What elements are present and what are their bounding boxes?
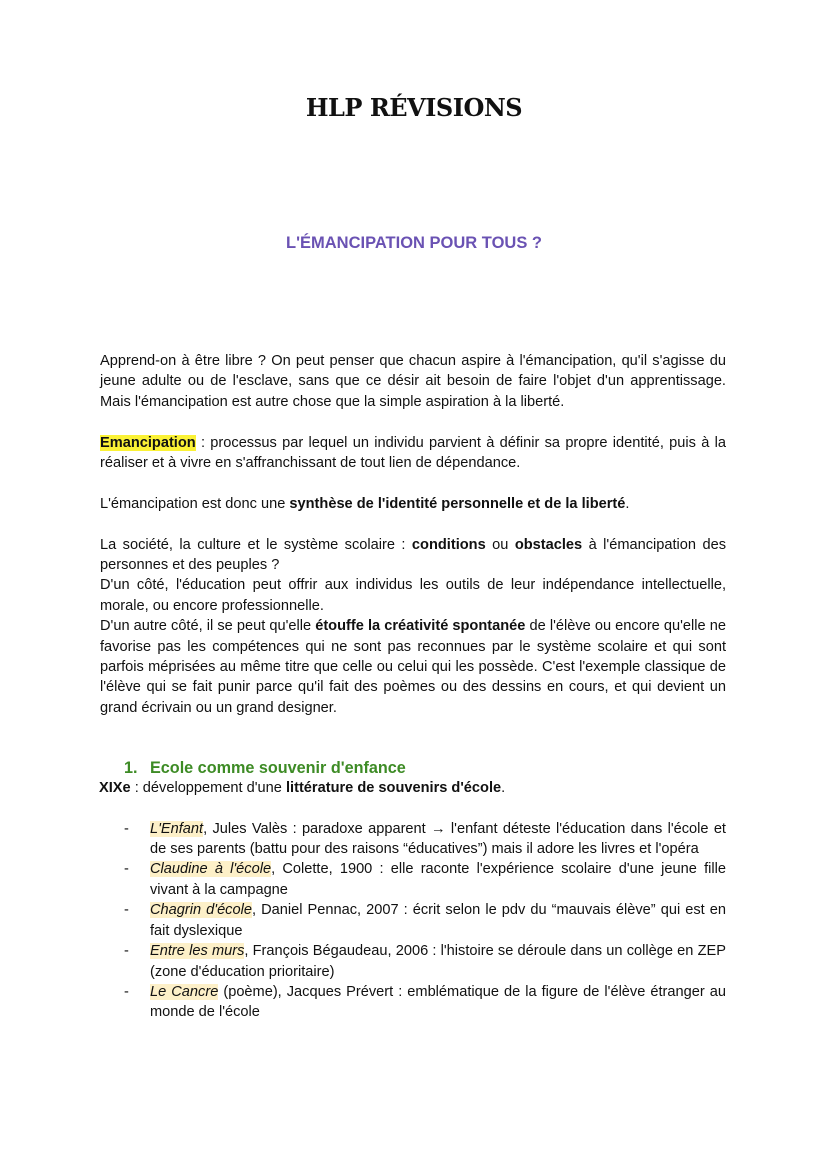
society-bold-conditions: conditions — [411, 536, 486, 553]
side2-text-end: de l'élève ou encore qu'elle ne favorise pas les compétences qui ne sont pas reconnues par le système scolaire et qui sont parfois méprisées au même titre que celle ou celui qui les possède. C'est l'exemple classique de l'élève qui se fait punir parce qu'il fait des poèmes ou des dessins en cours, et qui devient un grand écrivain ou un grand designer. — [100, 618, 726, 716]
side2-text: D'un autre côté, il se peut qu'elle — [100, 618, 316, 635]
work-title: Le Cancre — [150, 983, 219, 1000]
bullet-dash: - — [124, 943, 129, 960]
section-intro — [99, 778, 726, 798]
society-text-mid: ou — [485, 536, 515, 553]
bullet-dash: - — [124, 820, 129, 837]
side2-paragraph — [100, 616, 726, 718]
side2-bold: étouffe la créativité spontanée — [315, 618, 526, 635]
work-description: , François Bégaudeau, 2006 : l'histoire se déroule dans un collège en ZEP (zone d'éducation prioritaire) — [150, 943, 726, 980]
definition-term: Emancipation — [100, 434, 196, 451]
work-description: , Daniel Pennac, 2007 : écrit selon le pdv du “mauvais élève” qui est en fait dyslexique — [150, 902, 727, 939]
document-body — [100, 351, 726, 1023]
list-item — [100, 900, 726, 941]
work-title: Claudine à l'école — [150, 861, 272, 878]
bullet-dash: - — [124, 902, 129, 919]
definition-paragraph — [100, 433, 726, 474]
society-paragraph — [100, 535, 726, 576]
list-item — [100, 982, 726, 1023]
section-intro-end: . — [501, 780, 506, 797]
bullet-dash: - — [124, 861, 129, 878]
synthesis-text: L'émancipation est donc une — [100, 495, 290, 512]
work-description: , Colette, 1900 : elle raconte l'expérience scolaire d'une jeune fille vivant à la campagne — [150, 861, 726, 898]
document-title: HLP RÉVISIONS — [305, 93, 523, 122]
work-description: (poème), Jacques Prévert : emblématique de la figure de l'élève étranger au monde de l'école — [150, 983, 726, 1021]
section-intro-text: : développement d'une — [130, 780, 286, 797]
synthesis-paragraph — [100, 494, 726, 514]
bullet-dash: - — [124, 983, 129, 1000]
work-title: Chagrin d'école — [150, 902, 252, 919]
synthesis-bold: synthèse de l'identité personnelle et de la liberté — [289, 495, 626, 512]
work-description: , Jules Valès : paradoxe apparent → l'enfant déteste l'éducation dans l'école et de ses parents (battu pour des raisons “éducatives”) mais il adore les livres et l'opéra — [150, 820, 726, 858]
synthesis-end: . — [625, 495, 630, 512]
section-title: Ecole comme souvenir d'enfance — [150, 759, 406, 778]
list-item — [100, 941, 726, 982]
century-label: XIXe — [99, 780, 131, 797]
society-text-end: à l'émancipation des personnes et des peuples ? — [100, 536, 726, 574]
section-number: 1. — [124, 759, 138, 778]
society-bold-obstacles: obstacles — [514, 536, 583, 553]
intro-paragraph: Apprend-on à être libre ? On peut penser que chacun aspire à l'émancipation, qu'il s'agisse du jeune adulte ou de l'esclave, sans que ce désir ait besoin de faire l'objet d'un apprentissage. Mais l'émancipation est autre chose que la simple aspiration à la liberté. — [100, 353, 726, 410]
list-item — [100, 859, 726, 900]
document-subtitle: L'ÉMANCIPATION POUR TOUS ? — [285, 234, 542, 252]
society-text: La société, la culture et le système scolaire : — [100, 536, 412, 553]
side1-paragraph: D'un côté, l'éducation peut offrir aux individus les outils de leur indépendance intellectuelle, morale, ou encore professionnelle. — [100, 577, 726, 614]
works-list — [100, 819, 726, 1023]
section-intro-bold: littérature de souvenirs d'école — [285, 780, 502, 797]
section-heading — [124, 758, 726, 778]
list-item — [100, 819, 726, 860]
work-title: Entre les murs — [150, 943, 245, 960]
work-title: L'Enfant — [150, 820, 204, 837]
definition-text: : processus par lequel un individu parvient à définir sa propre identité, puis à la réaliser et à vivre en s'affranchissant de tout lien de dépendance. — [100, 434, 726, 472]
